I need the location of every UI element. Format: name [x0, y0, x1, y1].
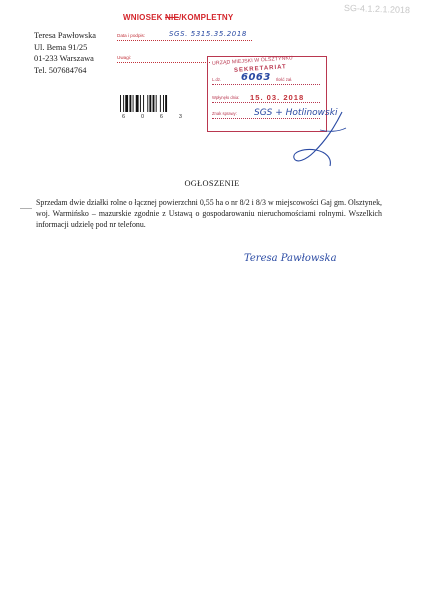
signature-text: Teresa Pawłowska [244, 253, 337, 264]
stamp-received-label: Wpłynęło dnia: [212, 95, 240, 100]
sender-name: Teresa Pawłowska [34, 31, 96, 40]
date-signature-value: SGS. 5315.35.2018 [169, 30, 247, 38]
sender-phone: Tel. 507684764 [34, 65, 87, 75]
barcode-image [120, 95, 182, 112]
form-title-prefix: WNIOSEK [123, 13, 166, 22]
stamp-ldz-value: 6063 [241, 72, 271, 83]
sender-city: 01-233 Warszawa [34, 54, 94, 64]
barcode-digit: 3 [178, 114, 182, 120]
stamp-department: SEKRETARIAT [233, 64, 287, 74]
form-title-suffix: /KOMPLETNY [178, 13, 234, 22]
remarks-label: Uwagi: [117, 55, 132, 60]
barcode-number [122, 114, 182, 120]
stamp-office-name: URZĄD MIEJSKI W OLSZTYNKU [211, 55, 294, 67]
barcode-digit: 6 [122, 114, 126, 120]
barcode-digit: 0 [140, 114, 145, 120]
announcement-body: Sprzedam dwie działki rolne o łącznej powierzchni 0,55 ha o nr 8/2 i 8/3 w miejscowości Gaj gm. Olsztynek, woj. Warmińsko – mazurskie zgodnie z Ustawą o gospodarowaniu nieruchomościami rolnymi. Wszelkich informacji udzielę pod nr telefonu. [36, 198, 382, 229]
remarks-line [117, 54, 210, 63]
handwritten-flourish [290, 110, 350, 172]
margin-mark [20, 208, 32, 209]
stamp-attachments-label: Ilość zał. [276, 77, 293, 82]
stamp-received-date: 15. 03. 2018 [250, 93, 305, 102]
handwritten-signature [240, 250, 370, 272]
corner-pencil-note: SG-4.1.2.1.2018 [343, 2, 411, 16]
date-signature-label: Data i podpis: [117, 33, 146, 38]
barcode-digit: 6 [159, 114, 164, 120]
stamp-ldz-label: L.dz. [212, 77, 222, 82]
stamp-assigned-value: SGS + Hotlinowski [254, 108, 338, 118]
date-signature-line [117, 31, 252, 41]
announcement-title: OGŁOSZENIE [184, 179, 240, 188]
form-title-struck: NIE [165, 13, 179, 22]
stamp-assigned-label: Znak sprawy: [212, 111, 237, 116]
sender-street: Ul. Bema 91/25 [34, 42, 88, 52]
form-status-title [123, 13, 233, 22]
sender-address [34, 30, 96, 76]
